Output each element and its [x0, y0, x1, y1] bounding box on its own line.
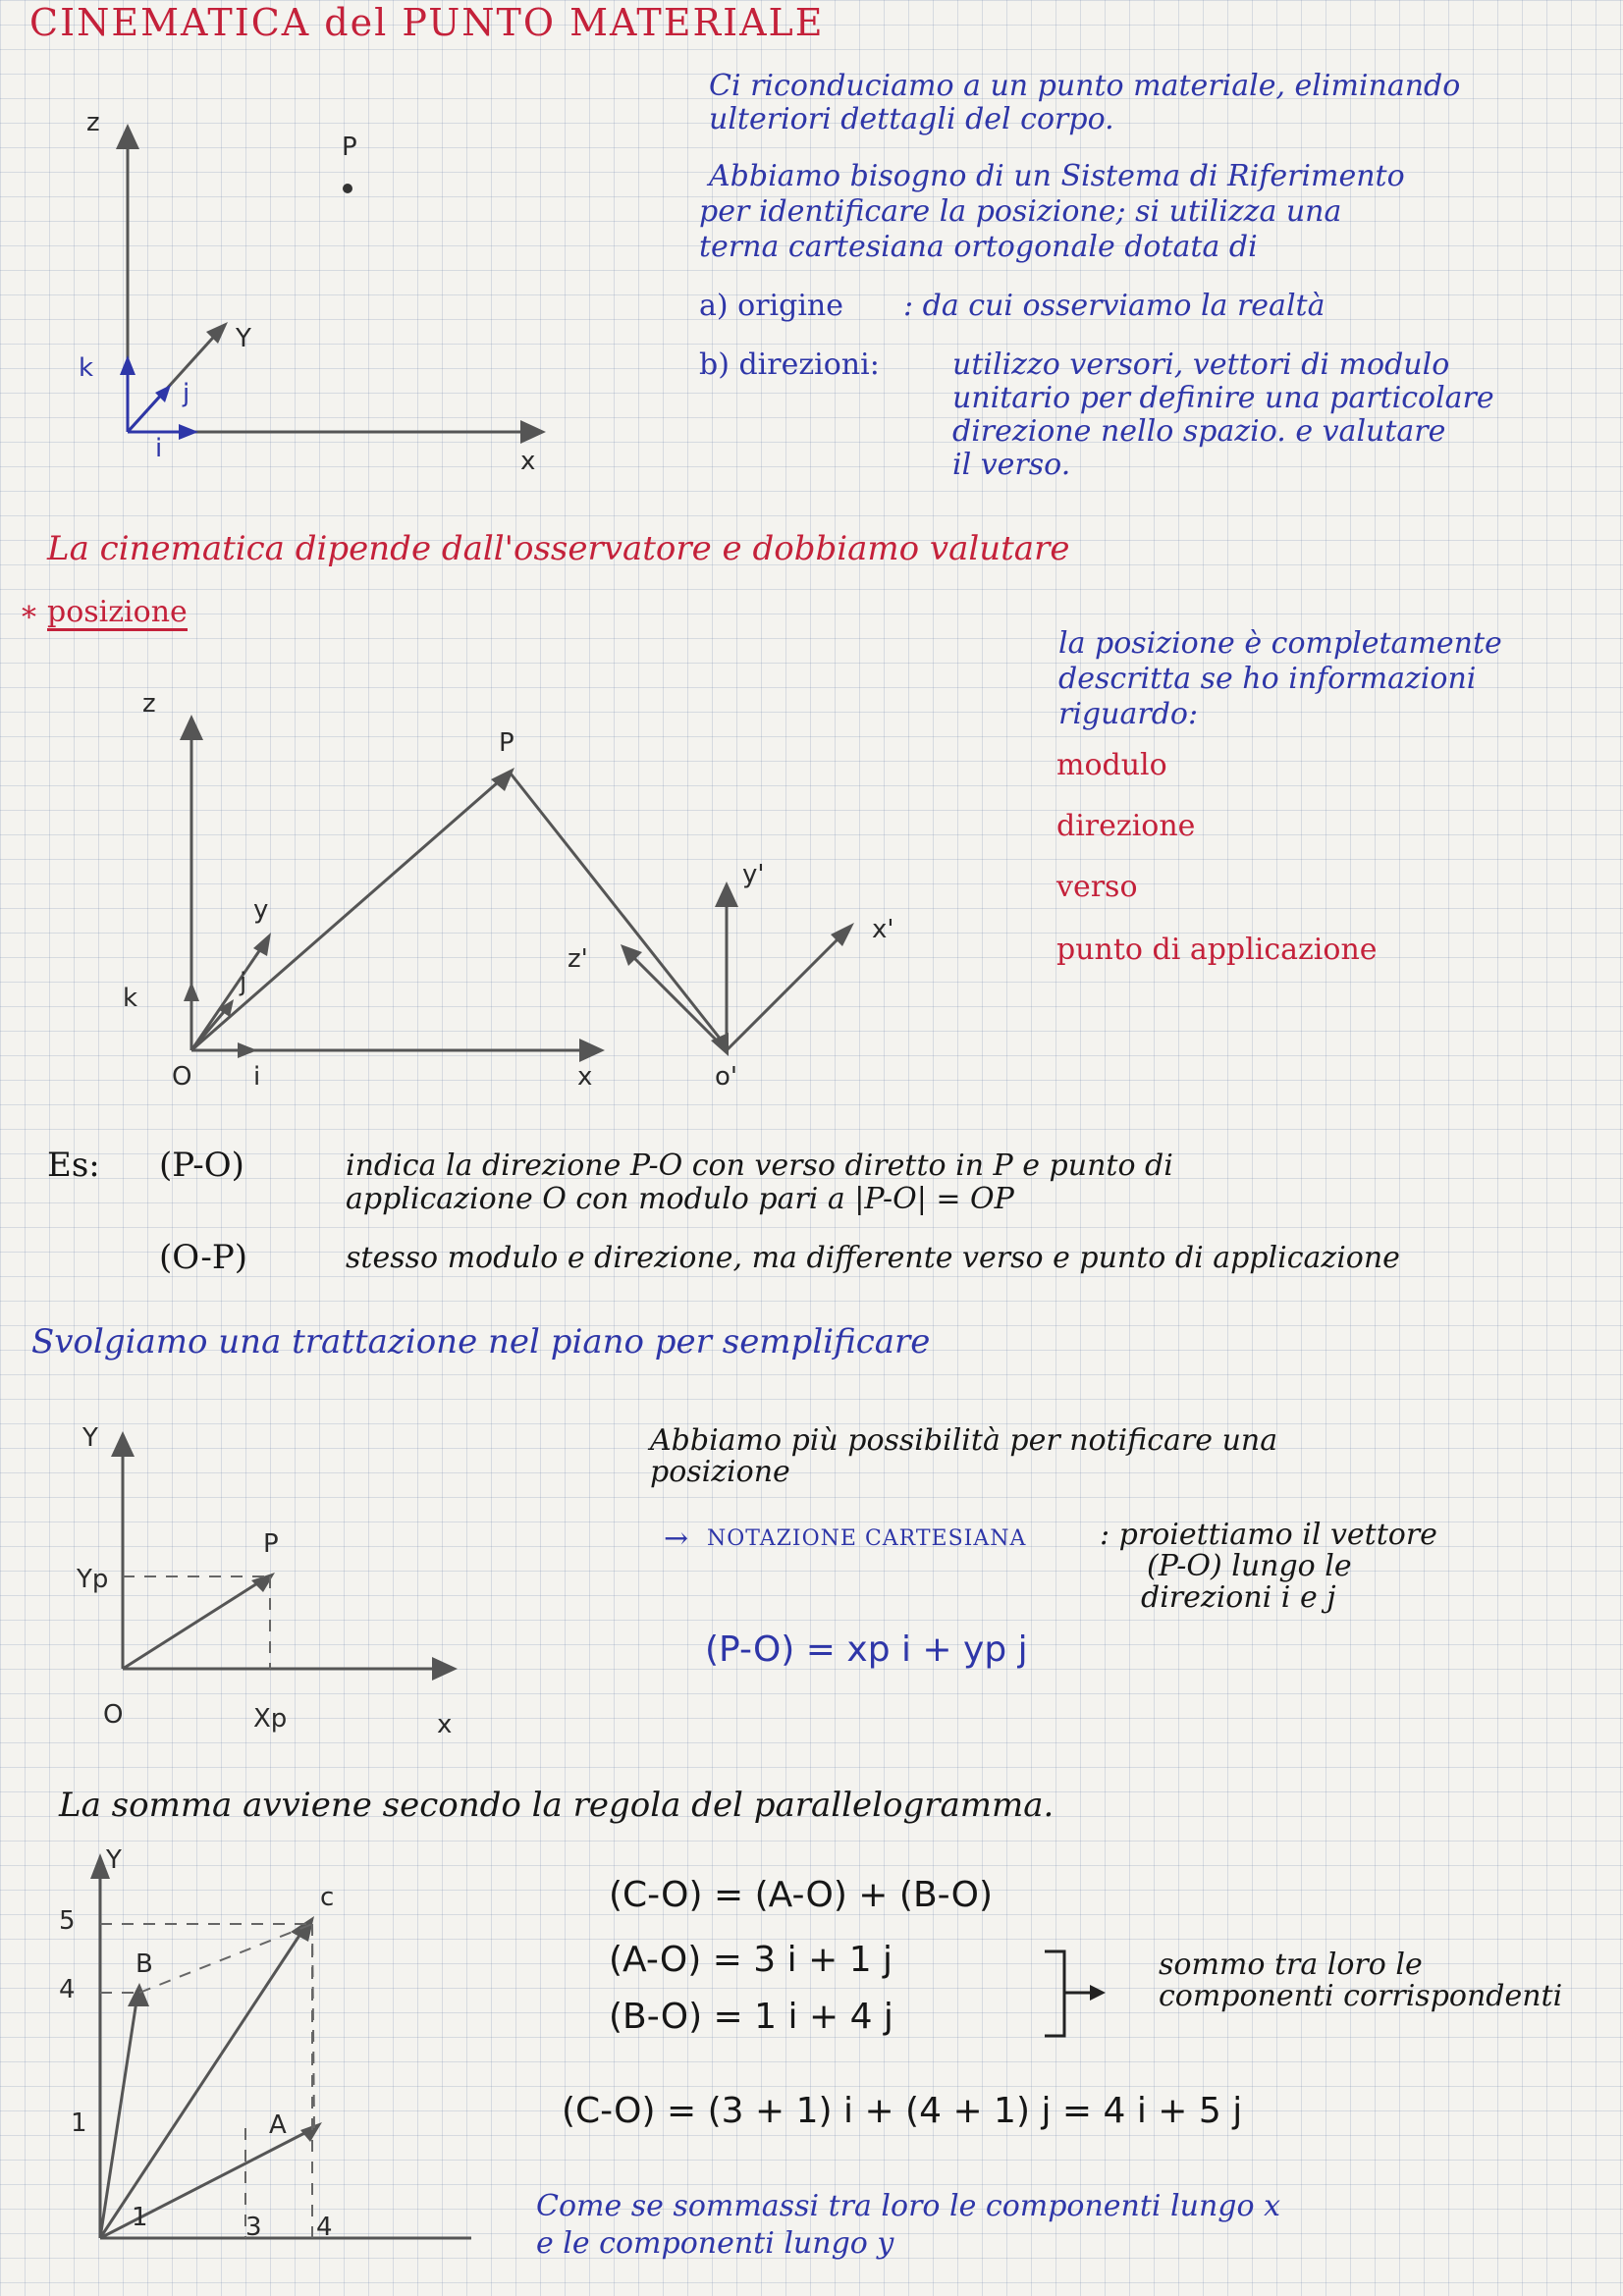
notazione-formula: (P-O) = xp i + yp j	[705, 1629, 1028, 1670]
intro-line-1: Ci riconduciamo a un punto materiale, eliminando	[709, 69, 1461, 103]
cinematica-note: La cinematica dipende dall'osservatore e dobbiamo valutare	[47, 529, 1070, 568]
direzioni-label: b) direzioni:	[699, 347, 880, 382]
origine-label: a) origine	[699, 289, 843, 323]
sum-bracket	[1039, 1948, 1117, 2046]
fig2-k-label: k	[123, 984, 138, 1013]
posizione-item-applicazione: punto di applicazione	[1056, 933, 1378, 967]
fig4-four-label: 4	[59, 1975, 76, 2004]
fig3-xp-label: Xp	[253, 1704, 288, 1734]
figure-axes-2	[118, 707, 923, 1080]
sum-bracket-note-1: sommo tra loro le	[1159, 1948, 1423, 1982]
notazione-name: NOTAZIONE CARTESIANA	[707, 1526, 1027, 1551]
fig2-p-label: P	[499, 728, 514, 758]
sum-final-2: e le componenti lungo y	[536, 2226, 894, 2261]
es-a-vector: (P-O)	[159, 1146, 244, 1185]
direzioni-line-1: utilizzo versori, vettori di modulo	[952, 347, 1450, 382]
intro-line-5: terna cartesiana ortogonale dotata di	[699, 230, 1258, 264]
posizione-desc-3: riguardo:	[1058, 697, 1199, 731]
posizione-star: *	[22, 601, 36, 635]
posizione-heading: posizione	[47, 595, 188, 629]
intro-line-2: ulteriori dettagli del corpo.	[709, 102, 1114, 136]
fig2-j-label: j	[240, 968, 247, 997]
page-title: CINEMATICA del PUNTO MATERIALE	[29, 1, 825, 44]
notazione-arrow: →	[664, 1522, 689, 1556]
fig4-x4-label: 4	[316, 2213, 333, 2242]
notazione-line-1: Abbiamo più possibilità per notificare una	[650, 1423, 1278, 1458]
es-label: Es:	[47, 1146, 100, 1185]
posizione-item-direzione: direzione	[1056, 809, 1196, 843]
fig4-b-label: B	[135, 1949, 153, 1979]
fig4-one-label: 1	[71, 2109, 87, 2138]
fig1-p-label: P	[342, 133, 357, 162]
fig1-j-label: j	[183, 379, 190, 408]
fig2-y2-label: y'	[742, 860, 765, 889]
fig3-x-label: x	[437, 1710, 453, 1739]
origine-text: : da cui osserviamo la realtà	[903, 289, 1325, 323]
fig2-y-label: y	[253, 895, 269, 925]
posizione-desc-2: descritta se ho informazioni	[1058, 662, 1477, 696]
fig3-yp-label: Yp	[77, 1565, 109, 1594]
sum-bracket-note-2: componenti corrispondenti	[1159, 1979, 1563, 2013]
fig2-x-label: x	[577, 1062, 593, 1092]
fig2-i-label: i	[253, 1062, 261, 1092]
posizione-desc-1: la posizione è completamente	[1058, 626, 1502, 661]
fig4-x1-label: 1	[132, 2203, 148, 2232]
es-b-line: stesso modulo e direzione, ma differente verso e punto di applicazione	[346, 1241, 1400, 1275]
fig1-x-label: x	[520, 447, 536, 476]
fig4-five-label: 5	[59, 1906, 76, 1936]
direzioni-line-3: direzione nello spazio. e valutare	[952, 414, 1446, 449]
notazione-desc-2: (P-O) lungo le	[1147, 1549, 1352, 1583]
sum-eq-2: (A-O) = 3 i + 1 j	[609, 1940, 893, 1980]
fig1-y-label: Y	[236, 324, 251, 353]
notazione-desc-3: direzioni i e j	[1141, 1580, 1336, 1615]
fig4-y-label: Y	[106, 1845, 122, 1875]
fig4-c-label: c	[320, 1883, 335, 1912]
sum-eq-3: (B-O) = 1 i + 4 j	[609, 1997, 893, 2037]
intro-line-4: per identificare la posizione; si utilizza una	[699, 194, 1342, 229]
piano-note: Svolgiamo una trattazione nel piano per semplificare	[31, 1322, 931, 1362]
posizione-item-verso: verso	[1056, 870, 1138, 904]
fig4-a-label: A	[269, 2110, 287, 2140]
notazione-line-2: posizione	[650, 1455, 790, 1489]
es-a-line-2: applicazione O con modulo pari a |P-O| = OP	[346, 1182, 1014, 1216]
sum-eq-1: (C-O) = (A-O) + (B-O)	[609, 1875, 994, 1915]
fig2-z2-label: z'	[568, 944, 588, 974]
sum-eq-4: (C-O) = (3 + 1) i + (4 + 1) j = 4 i + 5 j	[562, 2091, 1243, 2131]
fig3-y-label: Y	[82, 1423, 98, 1453]
notazione-desc-1: : proiettiamo il vettore	[1100, 1518, 1437, 1552]
fig1-k-label: k	[79, 353, 94, 383]
es-a-line-1: indica la direzione P-O con verso diretto in P e punto di	[346, 1148, 1173, 1183]
fig1-i-label: i	[155, 434, 163, 463]
figure-plane-3	[79, 1423, 491, 1688]
somma-note: La somma avviene secondo la regola del parallelogramma.	[59, 1786, 1055, 1825]
fig2-z-label: z	[142, 689, 156, 719]
fig2-o-label: O	[172, 1062, 192, 1092]
fig4-x3-label: 3	[245, 2213, 262, 2242]
fig2-o2-label: o'	[715, 1062, 738, 1092]
figure-sum-4	[69, 1845, 501, 2258]
fig3-o-label: O	[103, 1700, 124, 1730]
fig3-p-label: P	[263, 1529, 279, 1559]
figure-axes-1	[59, 108, 569, 461]
fig2-x2-label: x'	[872, 915, 894, 944]
direzioni-line-4: il verso.	[952, 448, 1071, 482]
direzioni-line-2: unitario per definire una particolare	[952, 381, 1494, 415]
intro-line-3: Abbiamo bisogno di un Sistema di Riferimento	[709, 159, 1405, 193]
sum-final-1: Come se sommassi tra loro le componenti lungo x	[536, 2189, 1281, 2223]
es-b-vector: (O-P)	[159, 1238, 248, 1277]
fig1-z-label: z	[86, 108, 100, 137]
posizione-item-modulo: modulo	[1056, 748, 1167, 782]
